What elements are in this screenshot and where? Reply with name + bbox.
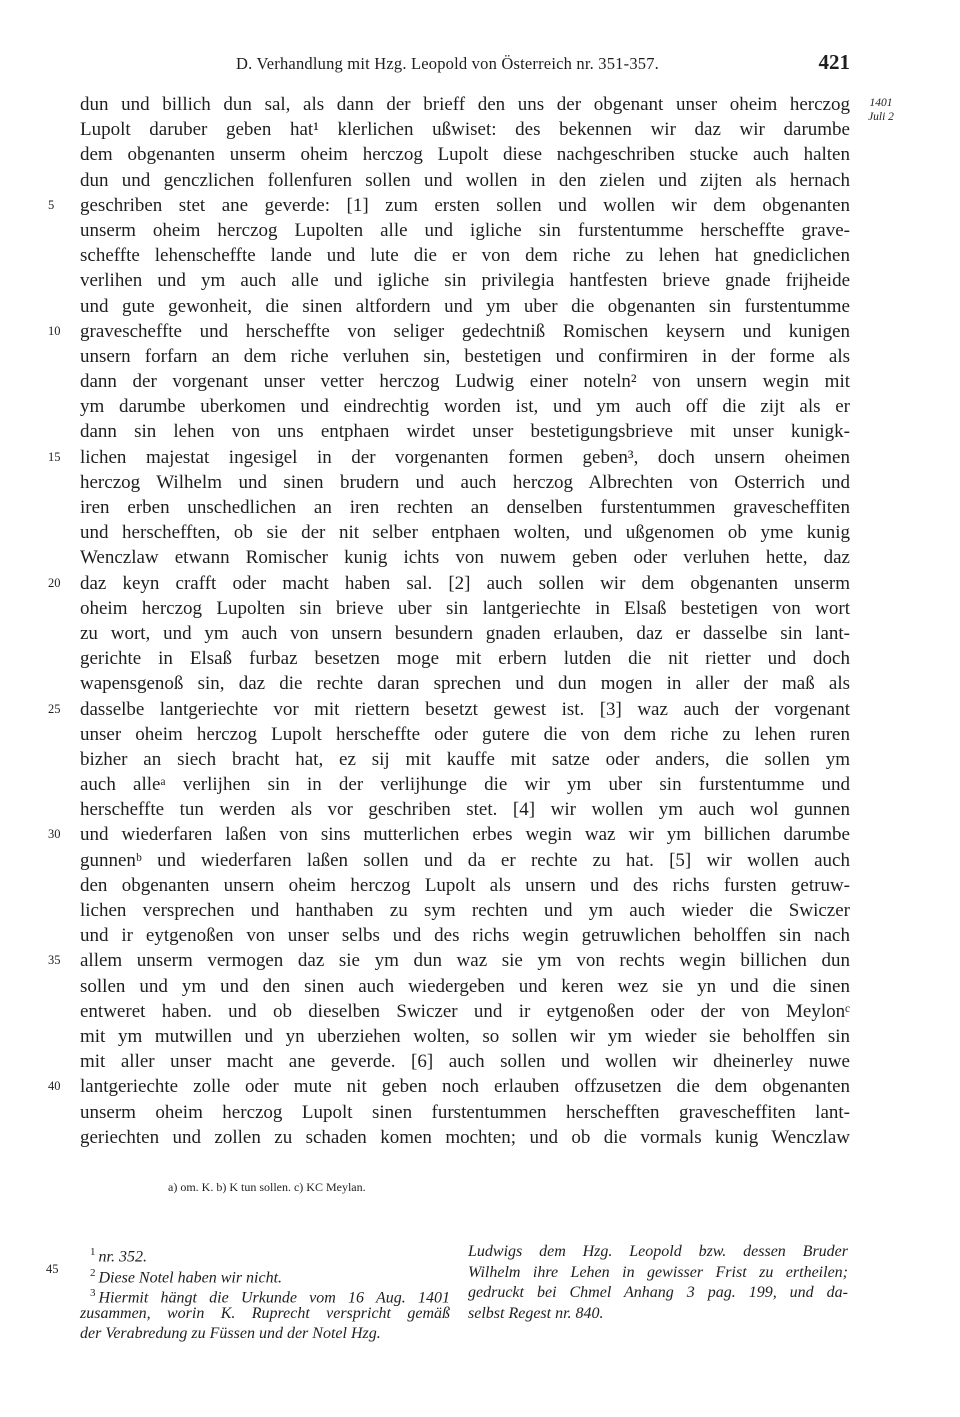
text-line <box>80 848 850 873</box>
text-line-content: gravescheffte und herscheffte von seliger gedechtniß Romischen keysern und kunigen <box>80 320 850 342</box>
text-line <box>80 1024 850 1049</box>
footnotes-left-column <box>80 1242 450 1345</box>
text-line <box>80 218 850 243</box>
text-line <box>48 571 850 596</box>
text-line-content: dasselbe lantgeriechte vor mit riettern besetzt gewest ist. [3] waz auch der vorgenant <box>80 698 850 720</box>
text-line <box>80 1049 850 1074</box>
text-line <box>80 545 850 570</box>
text-line <box>80 294 850 319</box>
text-line <box>80 621 850 646</box>
text-line-content: dann der vorgenant unser vetter herczog Ludwig einer noteln² von unsern wegin mit <box>80 371 850 393</box>
text-line-content: dann sin lehen von uns entphaen wirdet unser bestetigungsbrieve mit unser kunigk- <box>80 421 850 443</box>
text-line-content: gerichte in Elsaß furbaz besetzen moge mit erbern lutden die nit rietter und doch <box>80 648 850 670</box>
text-line <box>80 596 850 621</box>
line-number: 30 <box>48 827 61 842</box>
text-line <box>80 168 850 193</box>
notes-line-number: 45 <box>46 1262 59 1276</box>
text-line-content: herczog Wilhelm und sinen brudern und auch herczog Albrechten von Osterrich und <box>80 471 850 493</box>
text-line <box>80 747 850 772</box>
footnote-line: Wilhelm ihre Lehen in gewisser Frist zu ertheilen; <box>468 1263 848 1281</box>
footnote-number: 3 <box>90 1287 96 1299</box>
text-line <box>48 319 850 344</box>
text-line <box>80 974 850 999</box>
text-line <box>80 142 850 167</box>
text-line <box>80 797 850 822</box>
text-line-content: den obgenanten unsern oheim herczog Lupolt als unsern und des richs fursten getruw- <box>80 874 850 896</box>
footnote-line <box>80 1283 450 1307</box>
line-number: 5 <box>48 197 55 212</box>
text-line-content: entweret haben. und ob dieselben Swiczer und ir eytgenoßen oder der von Meylonᶜ <box>80 1000 850 1022</box>
line-number: 35 <box>48 953 61 968</box>
text-line <box>80 369 850 394</box>
line-number: 40 <box>48 1079 61 1094</box>
text-line-content: allem unserm vermogen daz sie ym dun waz sie ym von rechts wegin billichen dun <box>80 950 850 972</box>
text-line <box>80 243 850 268</box>
text-line-content: scheffte lehenscheffte lande und lute die er von dem riche zu lehen hat gnediclichen <box>80 245 850 267</box>
text-line-content: dem obgenanten unserm oheim herczog Lupolt diese nachgeschriben stucke auch halten <box>80 144 850 166</box>
text-line-content: zu wort, und ym auch von unsern besundern gnaden erlauben, daz er dasselbe sin lant- <box>80 622 850 644</box>
footnote-text: nr. 352. <box>98 1248 147 1266</box>
text-line-content: lichen versprechen und hanthaben zu sym rechten und ym auch wieder die Swiczer <box>80 900 850 921</box>
text-line <box>80 898 850 923</box>
footnote-line: Ludwigs dem Hzg. Leopold bzw. dessen Bruder <box>468 1243 848 1260</box>
text-line-content: ym darumbe uberkomen und eindrechtig worden ist, und ym auch off die zijt als er <box>80 396 850 418</box>
footnote-line: selbst Regest nr. 840. <box>468 1304 604 1322</box>
text-line-content: sollen und ym und den sinen auch wiedergeben und keren wez sie yn und die sinen <box>80 975 850 997</box>
text-line <box>80 394 850 419</box>
critical-apparatus: a) om. K. b) K tun sollen. c) KC Meylan. <box>168 1180 366 1194</box>
text-line-content: daz keyn crafft oder macht haben sal. [2] auch sollen wir dem obgenanten unserm <box>80 572 850 594</box>
line-number: 10 <box>48 323 61 338</box>
text-line-content: Wenczlaw etwann Romischer kunig ichts von nuwem geben oder verluhen hette, daz <box>80 547 850 569</box>
text-line-content: dun und billich dun sal, als dann der brieff den uns der obgenant unser oheim herczog <box>80 94 850 115</box>
text-line-content: und wiederfaren laßen von sins mutterlichen erbes wegin waz wir ym billichen darumbe <box>80 824 850 846</box>
text-line <box>80 722 850 747</box>
text-line <box>80 419 850 444</box>
text-line <box>80 999 850 1024</box>
footnote-line <box>80 1263 450 1284</box>
text-line-content: mit aller unser macht ane geverde. [6] auch sollen und wollen wir dheinerley nuwe <box>80 1051 850 1073</box>
footnote-text: Diese Notel haben wir nicht. <box>98 1268 283 1286</box>
text-line-content: verlihen und ym auch alle und igliche sin privilegia hantfesten brieve gnade frijheide <box>80 270 850 292</box>
footnote-text: der Verabredung zu Füssen und der Notel Hzg. <box>80 1325 381 1342</box>
text-line-content: gunnenᵇ und wiederfaren laßen sollen und da er rechte zu hat. [5] wir wollen auch <box>80 849 850 871</box>
footnote-number: 1 <box>90 1246 96 1258</box>
text-line-content: unsern forfarn an dem riche verluhen sin, bestetigen und confirmiren in der forme als <box>80 345 850 367</box>
text-line <box>80 495 850 520</box>
text-line-content: unserm oheim herczog Lupolt sinen furstentummen herschefften gravescheffiten lant- <box>80 1101 850 1123</box>
margin-date-year: 1401 <box>869 97 893 109</box>
text-line-content: geriechten und zollen zu schaden komen mochten; und ob die vormals kunig Wenczlaw <box>80 1126 850 1148</box>
text-line <box>80 520 850 545</box>
text-line <box>80 344 850 369</box>
text-line-content: mit ym mutwillen und yn uberziehen wolten, so sollen wir ym wieder sie beholffen sin <box>80 1025 850 1047</box>
footnote-number: 2 <box>90 1266 96 1279</box>
text-line-content: unserm oheim herczog Lupolten alle und igliche sin furstentumme herscheffte grave- <box>80 219 850 241</box>
text-line <box>48 445 850 470</box>
text-line-content: wapensgenoß sin, daz die rechte daran sprechen und dun mogen in aller der maß als <box>80 673 850 695</box>
text-line-content: auch alleᵃ verlijhen sin in der verlijhunge die wir ym uber sin furstentumme und <box>80 774 850 796</box>
text-line <box>80 772 850 797</box>
text-line-content: iren erben unschedlichen an iren rechten an denselben furstentummen gravescheffiten <box>80 497 850 518</box>
text-line <box>80 1125 850 1150</box>
page-number: 421 <box>818 50 850 74</box>
text-line <box>80 470 850 495</box>
text-line <box>80 268 850 293</box>
footnote-line: gedruckt bei Chmel Anhang 3 pag. 199, und da- <box>468 1284 848 1301</box>
footnote-line <box>80 1304 450 1325</box>
text-line-content: und herschefften, ob sie der nit selber entphaen wolten, und ußgenomen ob yme kunig <box>80 522 850 544</box>
text-line <box>80 671 850 696</box>
text-line <box>48 822 850 847</box>
text-line <box>48 1074 850 1099</box>
text-line-content: und gute gewonheit, die sinen altfordern und ym uber die obgenanten sin furstentumme <box>80 295 850 317</box>
text-line-content: lichen majestat ingesigel in der vorgenanten formen geben³, doch unsern oheimen <box>80 446 850 468</box>
text-line-content: unser oheim herczog Lupolt herscheffte oder gutere die von dem riche zu lehen ruren <box>80 723 850 745</box>
text-line-content: Lupolt daruber geben hat¹ klerlichen ußwiset: des bekennen wir daz wir darumbe <box>80 119 850 141</box>
footnote-line <box>80 1324 450 1345</box>
text-line <box>80 646 850 671</box>
text-line <box>48 697 850 722</box>
line-number: 25 <box>48 701 61 716</box>
footnote-text: Hiermit hängt die Urkunde vom 16 Aug. 1401 <box>98 1289 450 1307</box>
text-line <box>80 92 850 117</box>
text-line <box>48 193 850 218</box>
text-line <box>80 873 850 898</box>
footnotes-right-column <box>468 1242 848 1324</box>
running-title: D. Verhandlung mit Hzg. Leopold von Österreich nr. 351-357. <box>236 54 660 73</box>
text-line <box>80 117 850 142</box>
line-number: 15 <box>48 449 61 464</box>
text-line-content: oheim herczog Lupolten sin brieve uber sin lantgeriechte in Elsaß bestetigen von wort <box>80 597 850 619</box>
text-line-content: und ir eytgenoßen von unser selbs und des richs wegin getruwlichen beholffen sin nach <box>80 925 850 947</box>
line-number: 20 <box>48 575 61 590</box>
text-line-content: lantgeriechte zolle oder mute nit geben noch erlauben offzusetzen die dem obgenanten <box>80 1076 850 1098</box>
text-line-content: herscheffte tun werden als vor geschriben stet. [4] wir wollen ym auch wol gunnen <box>80 799 850 821</box>
text-line <box>48 948 850 973</box>
text-line-content: bizher an siech bracht hat, ez sij mit kauffe mit satze oder anders, die sollen ym <box>80 748 850 770</box>
footnote-line <box>80 1242 450 1266</box>
text-line-content: geschriben stet ane geverde: [1] zum ersten sollen und wollen wir dem obgenanten <box>80 194 850 216</box>
footnote-text: zusammen, worin K. Ruprecht verspricht gemäß <box>80 1304 450 1322</box>
text-line <box>80 923 850 948</box>
text-line-content: dun und genczlichen follenfuren sollen und wollen in den zielen und zijten als hernach <box>80 169 850 191</box>
margin-date-day: Juli 2 <box>868 111 894 123</box>
text-line <box>80 1100 850 1125</box>
main-text <box>48 92 850 1150</box>
